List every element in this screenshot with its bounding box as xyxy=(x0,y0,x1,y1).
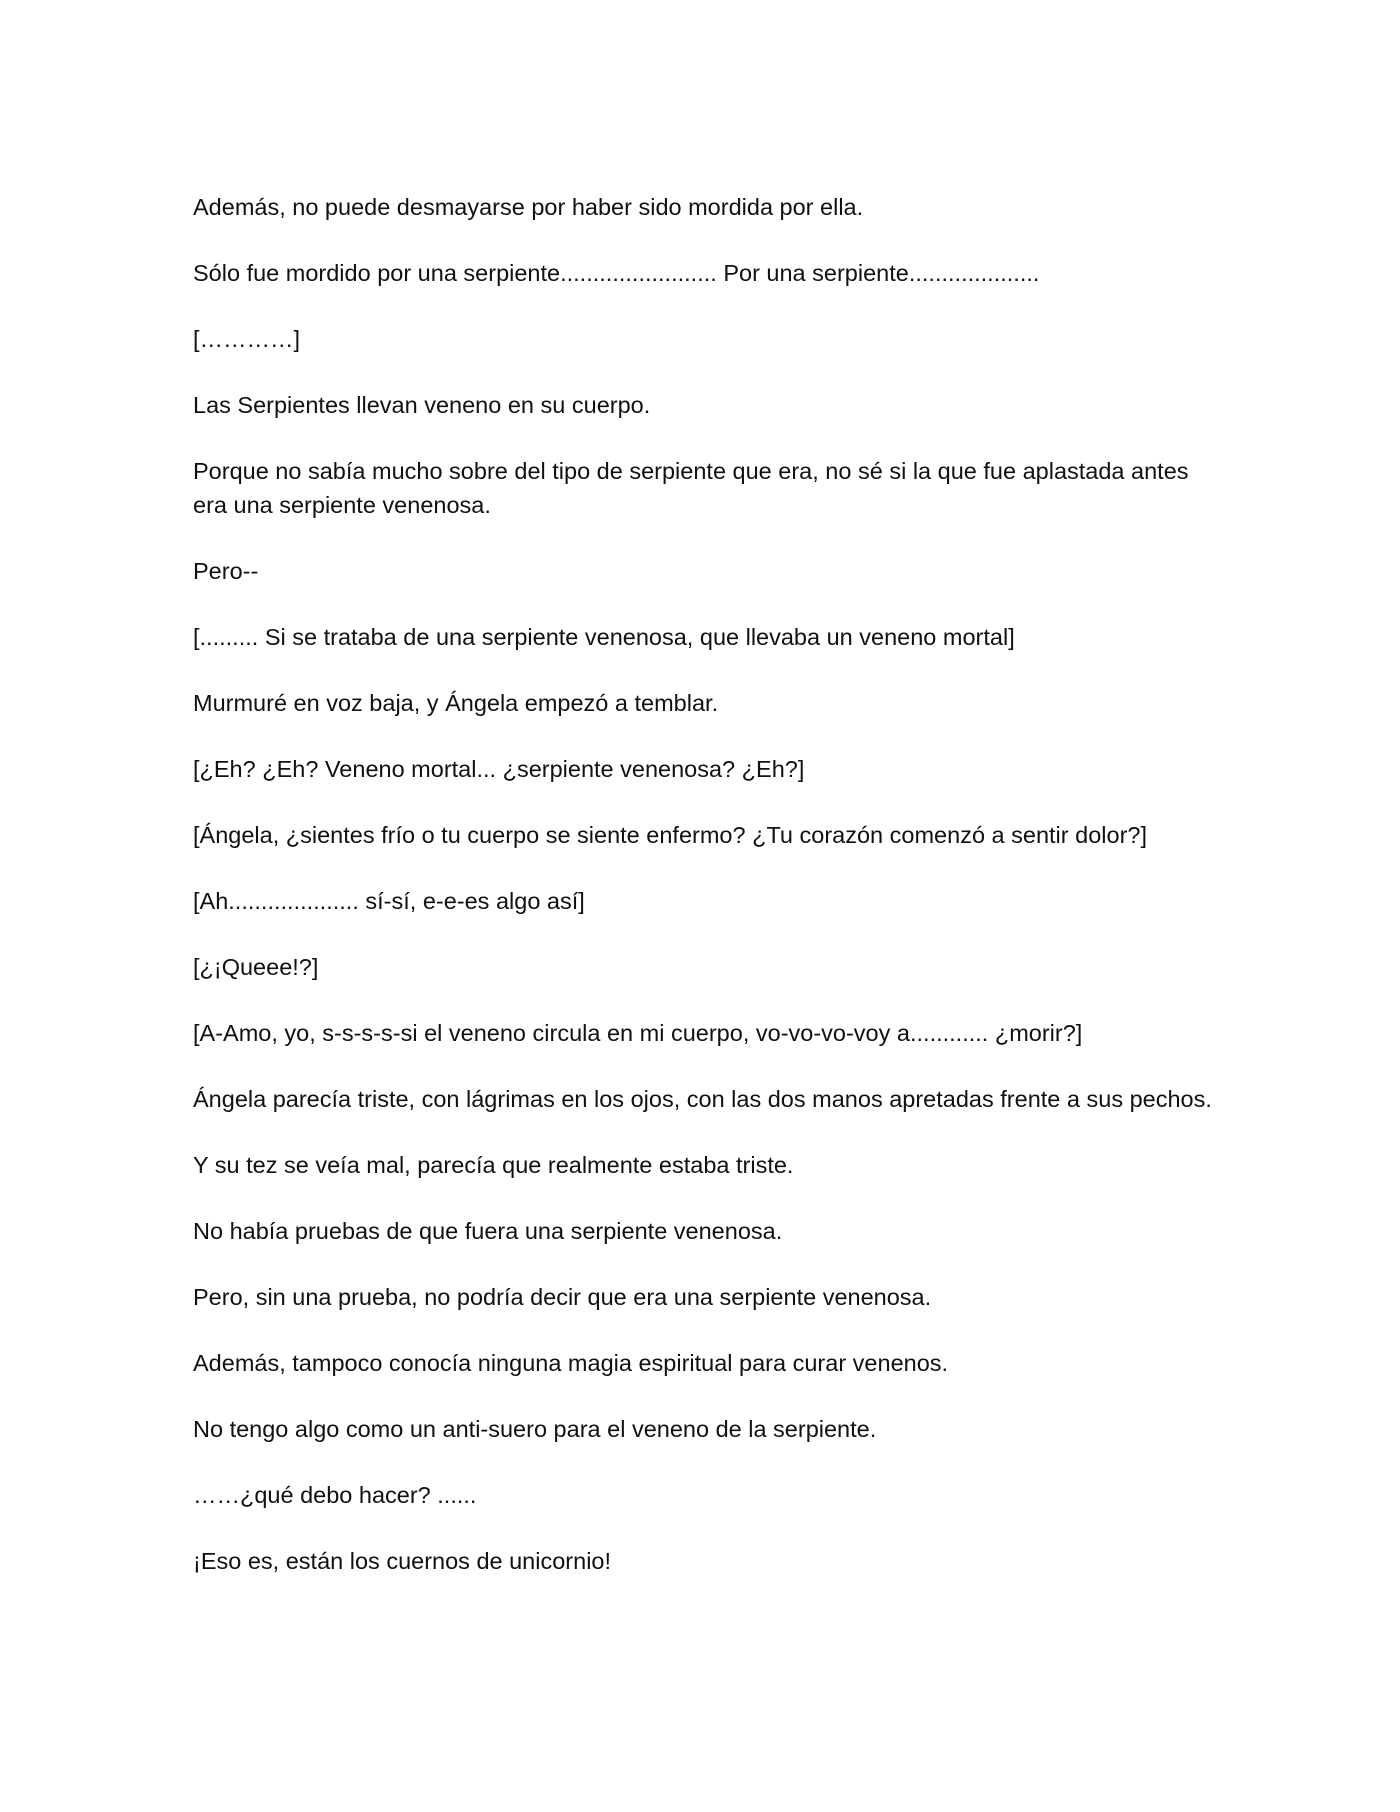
document-body xyxy=(193,190,1213,1610)
paragraph: No tengo algo como un anti-suero para el veneno de la serpiente. xyxy=(193,1416,877,1442)
paragraph: [Ah.................... sí-sí, e-e-es algo así] xyxy=(193,888,585,914)
paragraph: Las Serpientes llevan veneno en su cuerpo. xyxy=(193,392,651,418)
paragraph: Sólo fue mordido por una serpiente........................ Por una serpiente.................... xyxy=(193,260,1040,286)
paragraph: Porque no sabía mucho sobre del tipo de serpiente que era, no sé si la que fue aplastada antes era una serpiente venenosa. xyxy=(193,458,1189,518)
paragraph: ……¿qué debo hacer? ...... xyxy=(193,1482,477,1508)
paragraph: Además, no puede desmayarse por haber sido mordida por ella. xyxy=(193,194,864,220)
paragraph: [A-Amo, yo, s-s-s-s-si el veneno circula en mi cuerpo, vo-vo-vo-voy a............ ¿morir?] xyxy=(193,1020,1083,1046)
paragraph: Pero, sin una prueba, no podría decir que era una serpiente venenosa. xyxy=(193,1284,932,1310)
paragraph: [¿Eh? ¿Eh? Veneno mortal... ¿serpiente venenosa? ¿Eh?] xyxy=(193,756,805,782)
paragraph: [¿¡Queee!?] xyxy=(193,954,319,980)
paragraph: Pero-- xyxy=(193,558,259,584)
paragraph: Murmuré en voz baja, y Ángela empezó a temblar. xyxy=(193,690,719,716)
paragraph: [......... Si se trataba de una serpiente venenosa, que llevaba un veneno mortal] xyxy=(193,624,1015,650)
paragraph: Ángela parecía triste, con lágrimas en los ojos, con las dos manos apretadas frente a sus pechos. xyxy=(193,1086,1212,1112)
paragraph: [Ángela, ¿sientes frío o tu cuerpo se siente enfermo? ¿Tu corazón comenzó a sentir dolor?] xyxy=(193,822,1147,848)
paragraph: […………] xyxy=(193,326,301,352)
paragraph: ¡Eso es, están los cuernos de unicornio! xyxy=(193,1548,612,1574)
paragraph: Y su tez se veía mal, parecía que realmente estaba triste. xyxy=(193,1152,794,1178)
paragraph: Además, tampoco conocía ninguna magia espiritual para curar venenos. xyxy=(193,1350,949,1376)
paragraph: No había pruebas de que fuera una serpiente venenosa. xyxy=(193,1218,783,1244)
